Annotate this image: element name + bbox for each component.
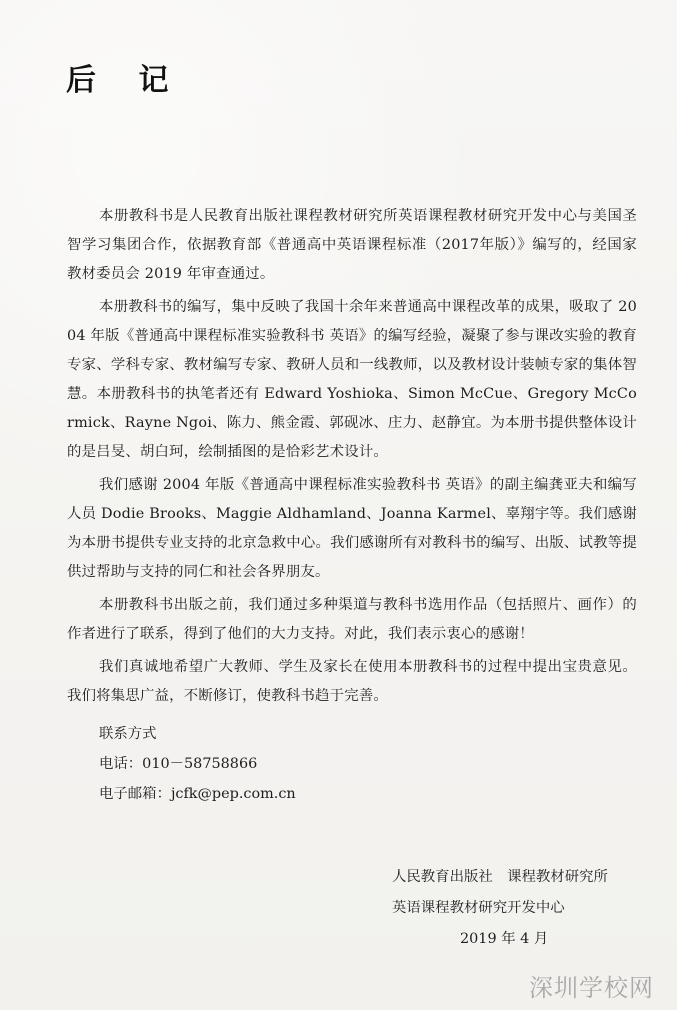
afterword-body: [67, 202, 637, 715]
signature-block: [392, 862, 632, 955]
paragraph-4: 本册教科书出版之前，我们通过多种渠道与教科书选用作品（包括照片、画作）的作者进行了联系，得到了他们的大力支持。对此，我们表示衷心的感谢！: [67, 597, 637, 642]
contact-heading: 联系方式: [99, 726, 157, 742]
paragraph-2: 本册教科书的编写，集中反映了我国十余年来普通高中课程改革的成果，吸取了 2004 年版《普通高中课程标准实验教科书 英语》的编写经验，凝聚了参与课改实验的教育专家、学科专家、教材编写专家、教研人员和一线教师，以及教材设计装帧专家的集体智慧。本册教科书的执笔者还有 Edward Yoshioka、Simon McCue、Gregory McCormick、Rayne Ngoi、陈力、熊金霞、郭砚冰、庄力、赵静宜。为本册书提供整体设计的是吕旻、胡白珂，绘制插图的是恰彩艺术设计。: [67, 299, 637, 460]
paragraph-3: 我们感谢 2004 年版《普通高中课程标准实验教科书 英语》的副主编龚亚夫和编写人员 Dodie Brooks、Maggie Aldhamland、Joanna Karmel、辜翔宇等。我们感谢为本册书提供专业支持的北京急救中心。我们感谢所有对教科书的编写、出版、试教等提供过帮助与支持的同仁和社会各界朋友。: [67, 477, 637, 580]
contact-block: [99, 719, 359, 809]
watermark-text: 深圳学校网: [529, 974, 654, 1002]
paragraph-1: 本册教科书是人民教育出版社课程教材研究所英语课程教材研究开发中心与美国圣智学习集团合作，依据教育部《普通高中英语课程标准（2017年版）》编写的，经国家教材委员会 2019 年审查通过。: [67, 208, 637, 282]
phone-line: 电话：010－58758866: [99, 756, 258, 772]
paragraph-5: 我们真诚地希望广大教师、学生及家长在使用本册教科书的过程中提出宝贵意见。我们将集思广益，不断修订，使教科书趋于完善。: [67, 659, 637, 704]
date-line: 2019 年 4 月: [460, 931, 549, 947]
center-line: 英语课程教材研究开发中心: [392, 900, 565, 916]
page-title: 后 记: [66, 63, 185, 98]
email-line: 电子邮箱：jcfk@pep.com.cn: [99, 786, 296, 802]
publisher-line: 人民教育出版社 课程教材研究所: [392, 869, 608, 885]
